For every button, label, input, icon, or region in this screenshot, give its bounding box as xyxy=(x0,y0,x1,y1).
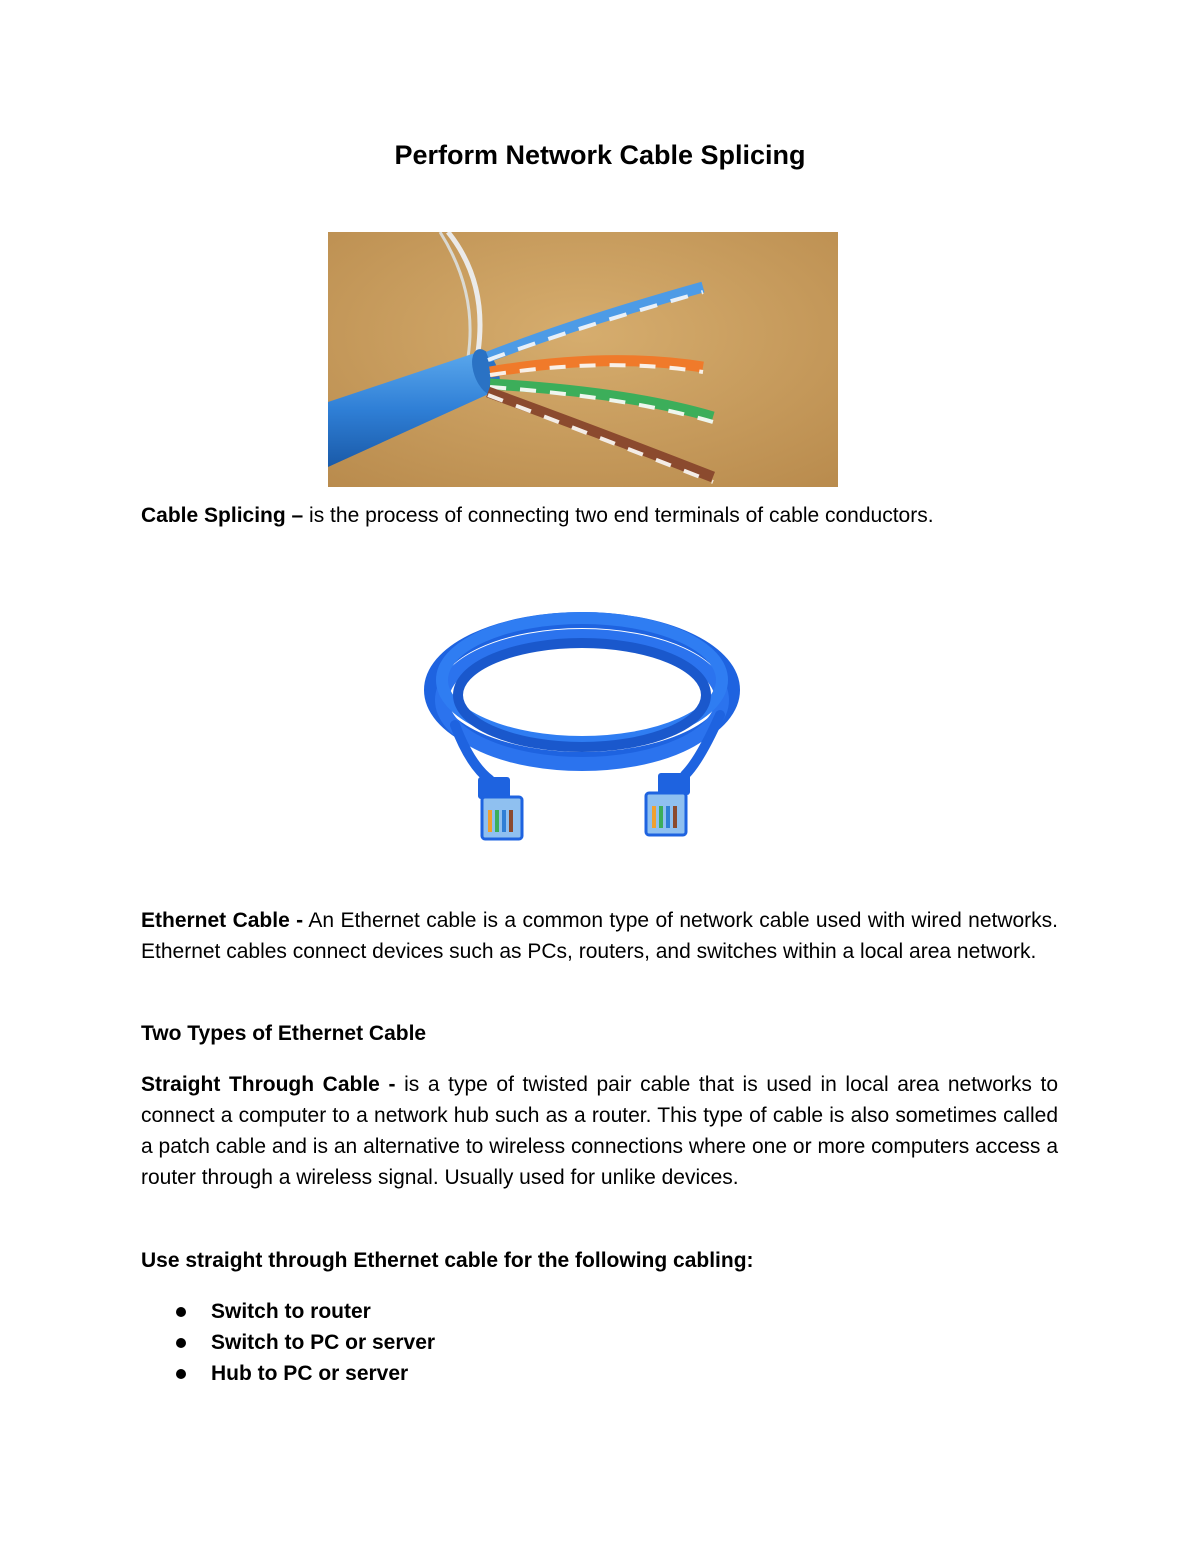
cable-splicing-term: Cable Splicing – xyxy=(141,504,304,527)
coiled-ethernet-cable-photo xyxy=(420,595,745,850)
straight-through-definition xyxy=(141,1069,1058,1193)
types-heading: Two Types of Ethernet Cable xyxy=(141,1022,427,1045)
ethernet-cable-definition xyxy=(141,905,1058,967)
list-item xyxy=(141,1327,435,1358)
bullet-icon xyxy=(176,1307,186,1317)
list-item xyxy=(141,1358,435,1389)
list-item-label: Hub to PC or server xyxy=(211,1362,409,1385)
uses-list xyxy=(141,1296,435,1389)
use-heading: Use straight through Ethernet cable for the following cabling: xyxy=(141,1249,754,1272)
list-item xyxy=(141,1296,435,1327)
straight-through-text: is a type of twisted pair cable that is used in local area networks to connect a computer to a network hub such as a router. This type of cable is also sometimes called a patch cable and is an alternative to wireless connections where one or more computers access a router through a wireless signal. Usually used for unlike devices. xyxy=(141,1073,1058,1189)
bullet-icon xyxy=(176,1369,186,1379)
page-title: Perform Network Cable Splicing xyxy=(394,140,806,170)
cable-splicing-text: is the process of connecting two end terminals of cable conductors. xyxy=(303,504,934,527)
ethernet-cable-term: Ethernet Cable - xyxy=(141,909,304,932)
list-item-label: Switch to PC or server xyxy=(211,1331,436,1354)
ethernet-cable-text: An Ethernet cable is a common type of network cable used with wired networks. Ethernet cables connect devices such as PCs, routers, and switches within a local area network. xyxy=(141,909,1059,963)
bullet-icon xyxy=(176,1338,186,1348)
stripped-cable-photo xyxy=(328,232,838,487)
straight-through-term: Straight Through Cable - xyxy=(141,1073,396,1096)
list-item-label: Switch to router xyxy=(211,1300,371,1323)
cable-splicing-definition xyxy=(141,500,1058,531)
